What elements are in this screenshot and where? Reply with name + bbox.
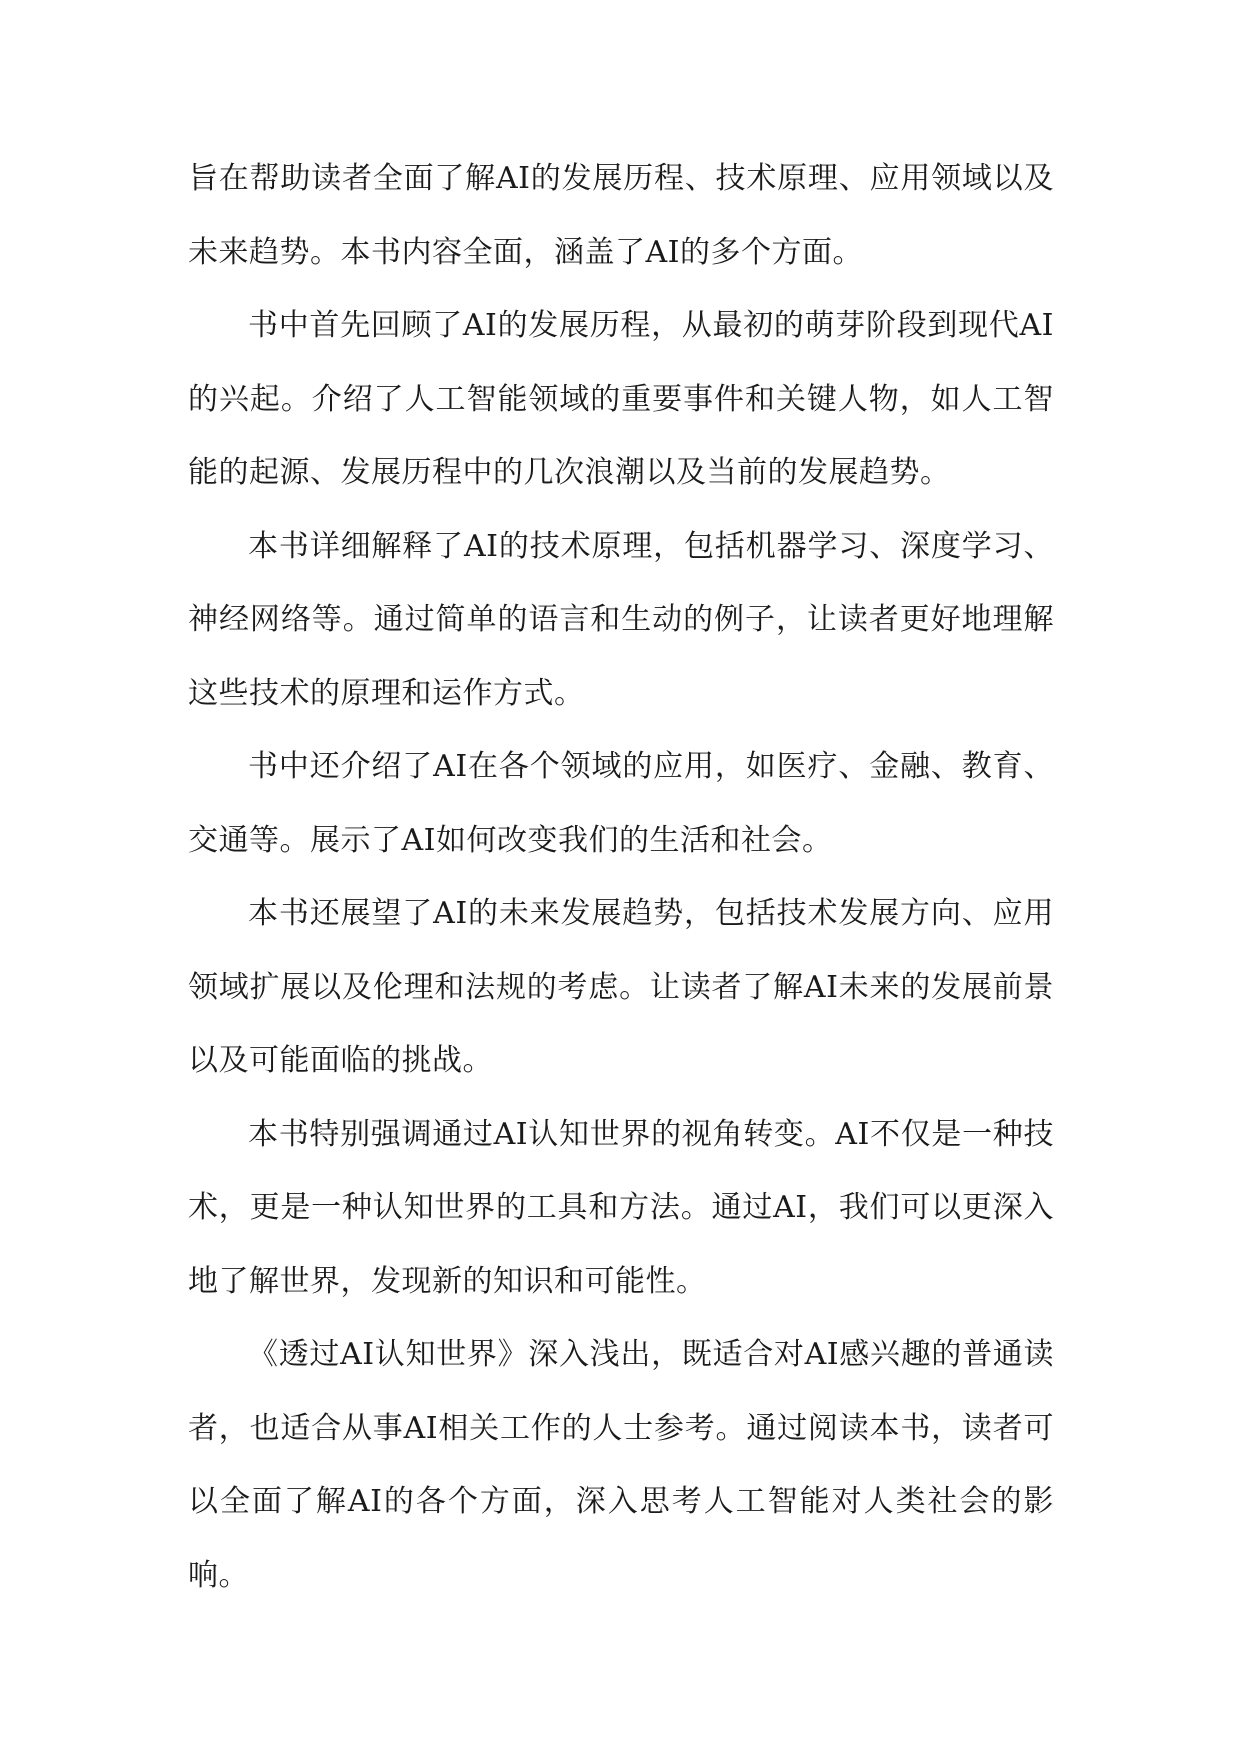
paragraph-summary: 《透过AI认知世界》深入浅出，既适合对AI感兴趣的普通读者，也适合从事AI相关工作的人士参考。通过阅读本书，读者可以全面了解AI的各个方面，深入思考人工智能对人类社会的影响。 bbox=[188, 1337, 1054, 1593]
paragraph-technology: 本书详细解释了AI的技术原理，包括机器学习、深度学习、神经网络等。通过简单的语言和生动的例子，让读者更好地理解这些技术的原理和运作方式。 bbox=[188, 528, 1054, 711]
document-body bbox=[188, 142, 1054, 1612]
paragraph-continuation: 旨在帮助读者全面了解AI的发展历程、技术原理、应用领域以及未来趋势。本书内容全面，涵盖了AI的多个方面。 bbox=[188, 161, 1054, 270]
paragraph-applications: 书中还介绍了AI在各个领域的应用，如医疗、金融、教育、交通等。展示了AI如何改变我们的生活和社会。 bbox=[188, 749, 1054, 858]
paragraph-future: 本书还展望了AI的未来发展趋势，包括技术发展方向、应用领域扩展以及伦理和法规的考虑。让读者了解AI未来的发展前景以及可能面临的挑战。 bbox=[188, 896, 1054, 1078]
paragraph-history: 书中首先回顾了AI的发展历程，从最初的萌芽阶段到现代AI的兴起。介绍了人工智能领域的重要事件和关键人物，如人工智能的起源、发展历程中的几次浪潮以及当前的发展趋势。 bbox=[188, 308, 1054, 490]
paragraph-perspective: 本书特别强调通过AI认知世界的视角转变。AI不仅是一种技术，更是一种认知世界的工具和方法。通过AI，我们可以更深入地了解世界，发现新的知识和可能性。 bbox=[188, 1116, 1054, 1299]
